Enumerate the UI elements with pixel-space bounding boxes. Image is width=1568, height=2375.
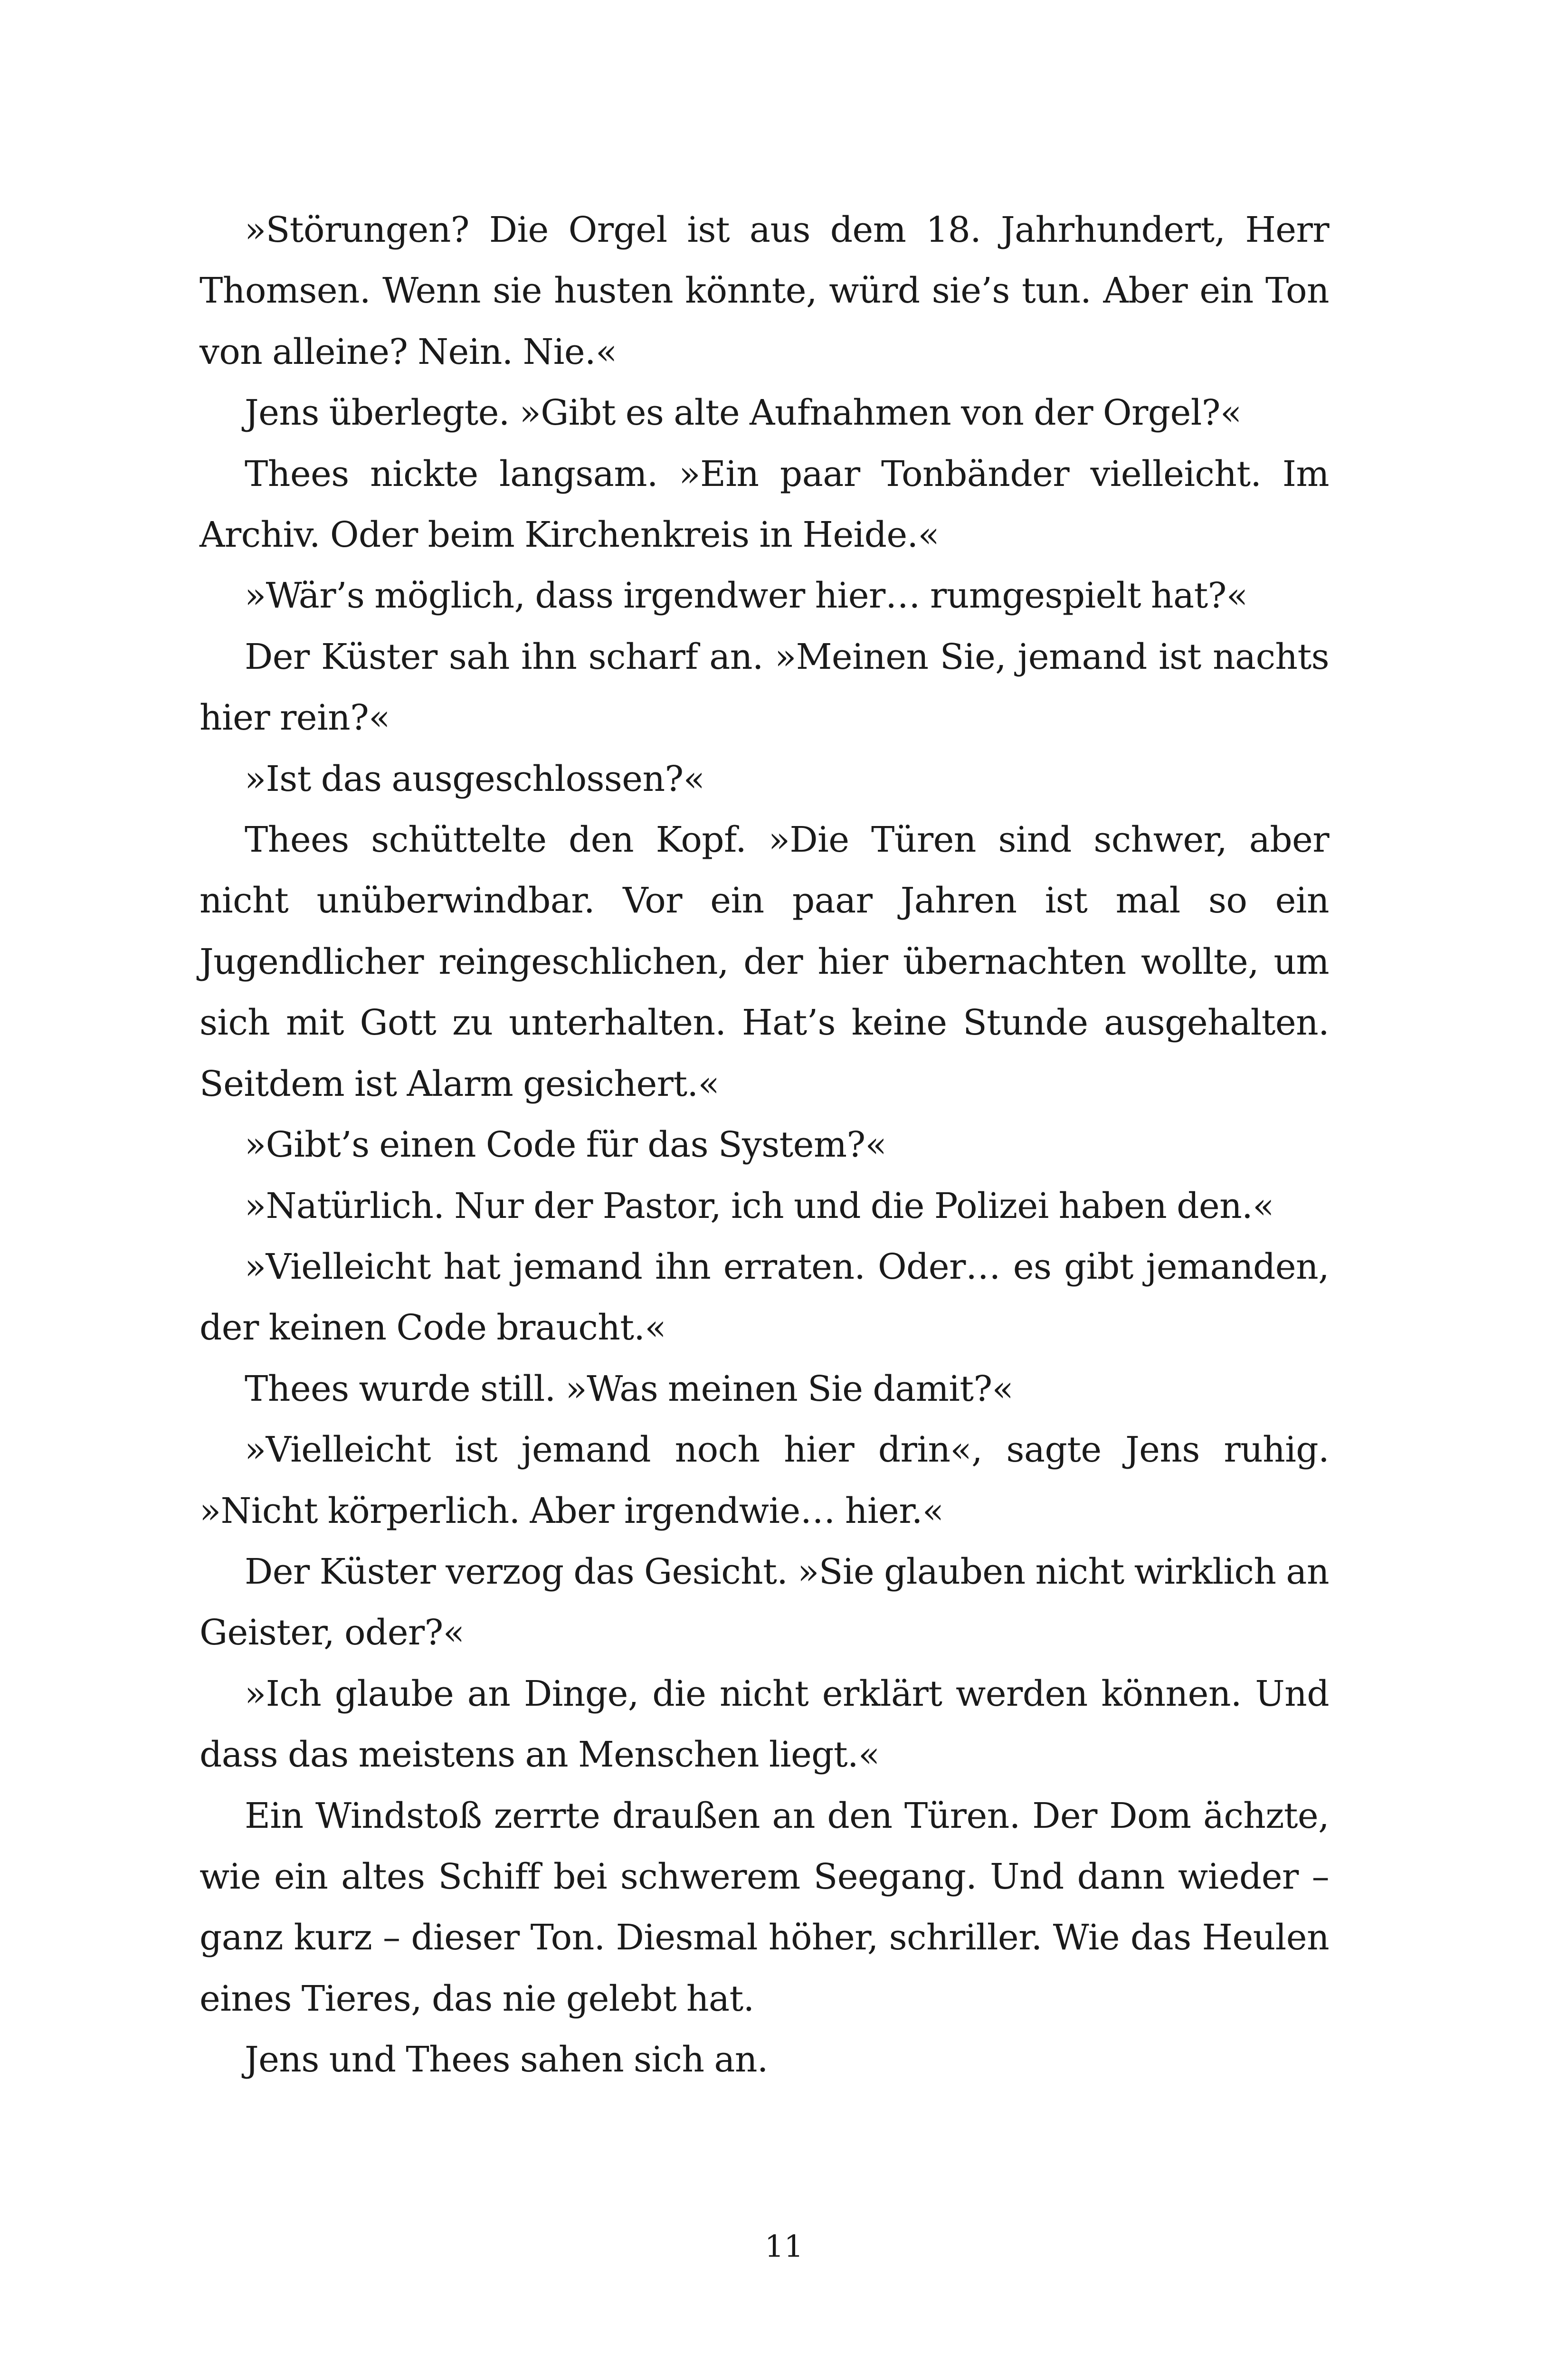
paragraph: »Ist das ausgeschlossen?«: [245, 758, 705, 799]
paragraph: »Wär’s möglich, dass irgendwer hier… rumgespielt hat?«: [245, 575, 1248, 617]
paragraph: »Vielleicht ist jemand noch hier drin«, sagte Jens ruhig. »Nicht körperlich. Aber irgendwie… hier.«: [200, 1429, 1329, 1531]
paragraph: Thees wurde still. »Was meinen Sie damit?«: [245, 1368, 1014, 1409]
paragraph: Jens überlegte. »Gibt es alte Aufnahmen von der Orgel?«: [245, 392, 1242, 434]
paragraph: Thees schüttelte den Kopf. »Die Türen sind schwer, aber nicht unüberwindbar. Vor ein paar Jahren ist mal so ein Jugendlicher reingeschlichen, der hier übernachten wollte, um sich mit Gott zu unterhalten. Hat’s keine Stunde ausgehalten. Seitdem ist Alarm gesichert.«: [200, 819, 1329, 1104]
paragraph: »Ich glaube an Dinge, die nicht erklärt werden können. Und dass das meistens an Menschen liegt.«: [200, 1673, 1329, 1776]
paragraph: Jens und Thees sahen sich an.: [245, 2039, 768, 2080]
paragraph: »Natürlich. Nur der Pastor, ich und die Polizei haben den.«: [245, 1185, 1274, 1226]
paragraph: »Vielleicht hat jemand ihn erraten. Oder… es gibt jemanden, der keinen Code braucht.«: [200, 1246, 1329, 1349]
paragraph: Der Küster verzog das Gesicht. »Sie glauben nicht wirklich an Geister, oder?«: [200, 1551, 1329, 1653]
paragraph: »Störungen? Die Orgel ist aus dem 18. Jahrhundert, Herr Thomsen. Wenn sie husten könnte, würd sie’s tun. Aber ein Ton von alleine? Nein. Nie.«: [200, 209, 1329, 372]
paragraph: »Gibt’s einen Code für das System?«: [245, 1124, 887, 1166]
paragraph: Thees nickte langsam. »Ein paar Tonbänder vielleicht. Im Archiv. Oder beim Kirchenkreis in Heide.«: [200, 453, 1329, 556]
page-number: 11: [764, 2229, 804, 2264]
paragraph: Der Küster sah ihn scharf an. »Meinen Sie, jemand ist nachts hier rein?«: [200, 636, 1329, 739]
body-text: [200, 200, 1329, 2090]
paragraph: Ein Windstoß zerrte draußen an den Türen. Der Dom ächzte, wie ein altes Schiff bei schwerem Seegang. Und dann wieder – ganz kurz – dieser Ton. Diesmal höher, schriller. Wie das Heulen eines Tieres, das nie gelebt hat.: [200, 1795, 1329, 2019]
